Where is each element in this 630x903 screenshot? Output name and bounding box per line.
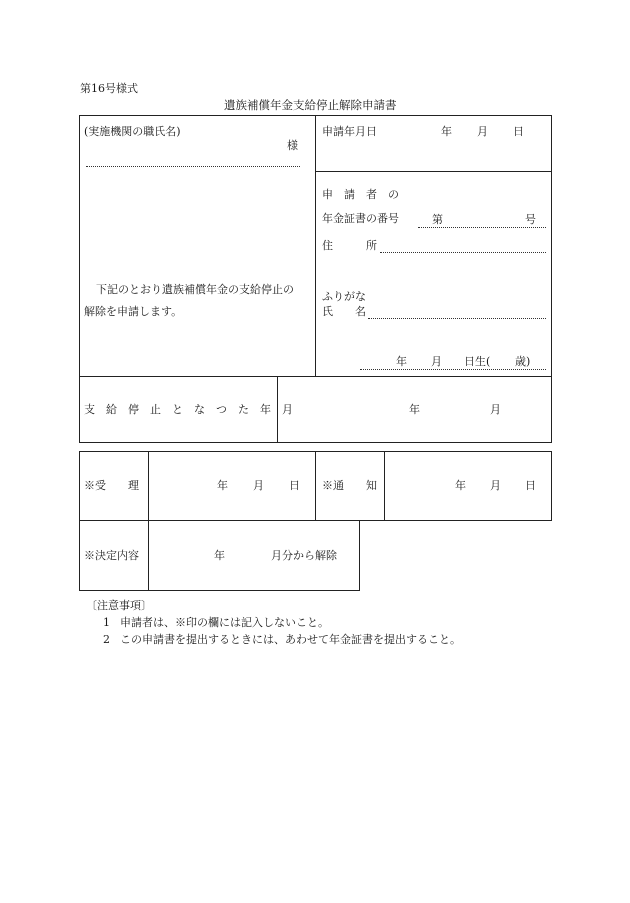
notes-heading: 〔注意事項〕: [86, 599, 152, 612]
furigana-label: ふりがな: [322, 290, 366, 303]
birth-year: 年: [396, 355, 407, 368]
form-number: 第16号様式: [80, 82, 138, 95]
cert-dai: 第: [432, 213, 443, 226]
notice-label: ※通 知: [322, 479, 377, 492]
notice-month: 月: [490, 479, 501, 492]
institution-name-line[interactable]: [86, 166, 300, 167]
form-title: 遺族補償年金支給停止解除申請書: [224, 98, 397, 112]
decision-label: ※決定内容: [84, 549, 139, 562]
receipt-year: 年: [217, 479, 228, 492]
request-text-line1: 下記のとおり遺族補償年金の支給停止の: [96, 283, 294, 296]
application-date-month: 月: [477, 125, 488, 138]
receipt-day: 日: [289, 479, 300, 492]
decision-year: 年: [214, 549, 225, 562]
receipt-month: 月: [253, 479, 264, 492]
address-field[interactable]: [380, 252, 546, 253]
note-2-text: この申請書を提出するときには、あわせて年金証書を提出すること。: [120, 633, 461, 646]
suspension-label: 支 給 停 止 と な つ た 年 月: [84, 403, 293, 416]
notice-day: 日: [525, 479, 536, 492]
pension-cert-label: 年金証書の番号: [322, 212, 399, 225]
suspension-year: 年: [409, 403, 420, 416]
address-label: 住 所: [322, 239, 377, 252]
application-date-year: 年: [441, 125, 452, 138]
name-label: 氏 名: [322, 305, 366, 318]
cert-number-field[interactable]: [418, 227, 546, 228]
application-date-day: 日: [513, 125, 524, 138]
name-field[interactable]: [368, 318, 546, 319]
notice-year: 年: [455, 479, 466, 492]
birth-day: 日生(: [464, 355, 491, 368]
birth-month: 月: [431, 355, 442, 368]
note-2-num: 2: [103, 633, 110, 646]
suspension-month: 月: [490, 403, 501, 416]
applicant-label: 申 請 者 の: [322, 188, 399, 201]
request-text-line2: 解除を申請します。: [84, 305, 183, 318]
note-1-num: 1: [103, 616, 110, 629]
birth-age: 歳): [515, 355, 531, 368]
decision-text: 月分から解除: [271, 549, 337, 562]
application-date-label: 申請年月日: [322, 125, 377, 138]
note-1-text: 申請者は、※印の欄には記入しないこと。: [120, 616, 329, 629]
institution-label: (実施機関の職氏名): [84, 125, 181, 138]
sama-label: 様: [287, 139, 298, 152]
cert-go: 号: [525, 213, 536, 226]
birth-date-field[interactable]: [360, 369, 546, 370]
receipt-label: ※受 理: [84, 479, 139, 492]
